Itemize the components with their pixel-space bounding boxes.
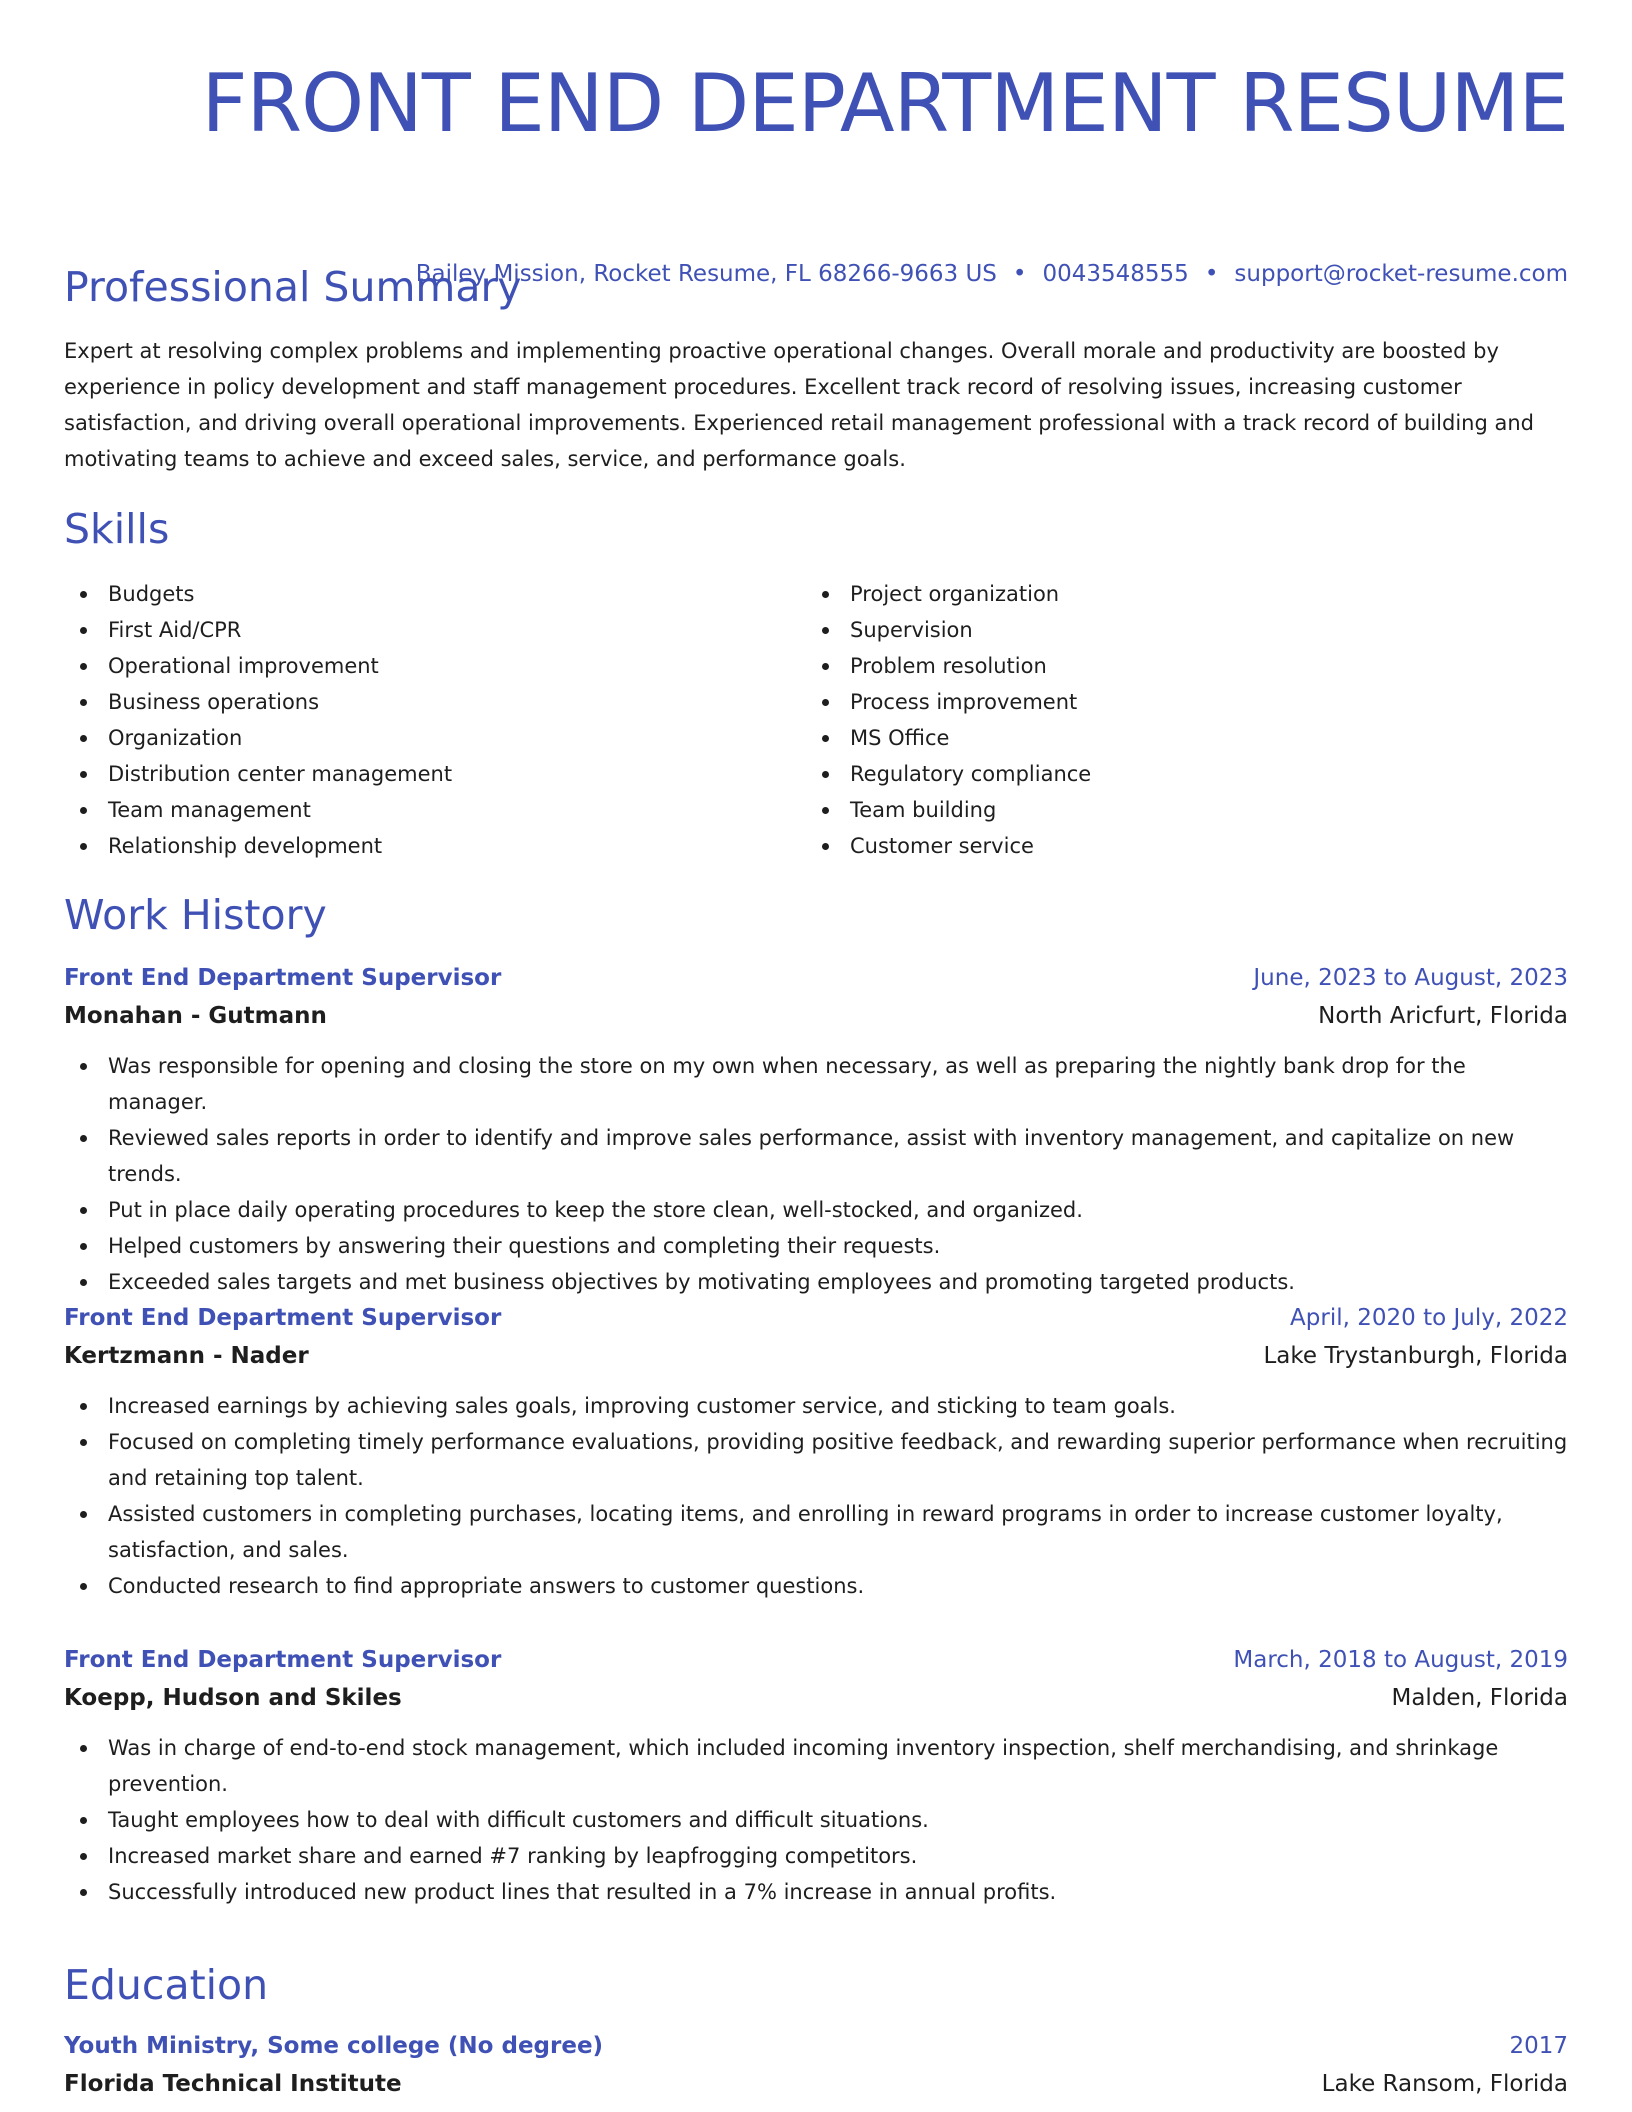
job-location: North Aricfurt, Florida	[1318, 1003, 1568, 1029]
skill-item: Problem resolution	[806, 648, 1548, 684]
job-dates: April, 2020 to July, 2022	[1290, 1305, 1568, 1331]
job-bullet: Put in place daily operating procedures to keep the store clean, well-stocked, and organized.	[64, 1192, 1568, 1228]
skill-item: Budgets	[64, 576, 806, 612]
education-heading: Education	[64, 1961, 269, 2009]
job-location: Malden, Florida	[1391, 1685, 1568, 1711]
summary-heading: Professional Summary	[64, 263, 522, 311]
summary-text: Expert at resolving complex problems and implementing proactive operational changes. Overall morale and productivity are boosted by experience in policy development and staff management procedures. Excellent track record of resolving issues, increasing customer satisfaction, and driving overall operational improvements. Experienced retail management professional with a track record of building and motivating teams to achieve and exceed sales, service, and performance goals.	[64, 339, 1534, 471]
skill-item: First Aid/CPR	[64, 612, 806, 648]
job-company: Monahan - Gutmann	[64, 1003, 327, 1029]
skill-item: Regulatory compliance	[806, 756, 1548, 792]
job-company: Koepp, Hudson and Skiles	[64, 1685, 402, 1711]
skill-item: Team building	[806, 792, 1548, 828]
contact-phone: 0043548555	[1042, 261, 1189, 287]
job-entry	[64, 1642, 1568, 1910]
job-company: Kertzmann - Nader	[64, 1343, 309, 1369]
job-bullet: Helped customers by answering their questions and completing their requests.	[64, 1228, 1568, 1264]
job-bullet: Successfully introduced new product lines that resulted in a 7% increase in annual profits.	[64, 1874, 1568, 1910]
skill-item: Supervision	[806, 612, 1548, 648]
job-bullet: Exceeded sales targets and met business objectives by motivating employees and promoting targeted products.	[64, 1264, 1568, 1300]
job-bullet: Focused on completing timely performance evaluations, providing positive feedback, and rewarding superior performance when recruiting and retaining top talent.	[64, 1424, 1568, 1496]
skills-column-right	[806, 576, 1548, 864]
skill-item: Team management	[64, 792, 806, 828]
skills-heading: Skills	[64, 505, 170, 553]
resume-title: FRONT END DEPARTMENT RESUME	[201, 57, 1568, 150]
job-bullet: Increased market share and earned #7 ranking by leapfrogging competitors.	[64, 1838, 1568, 1874]
work-history-heading: Work History	[64, 891, 327, 939]
job-dates: March, 2018 to August, 2019	[1233, 1647, 1568, 1673]
job-bullet: Taught employees how to deal with difficult customers and difficult situations.	[64, 1802, 1568, 1838]
skill-item: MS Office	[806, 720, 1548, 756]
contact-line	[416, 254, 1568, 294]
skill-item: Business operations	[64, 684, 806, 720]
skill-item: Project organization	[806, 576, 1548, 612]
job-bullet: Conducted research to find appropriate answers to customer questions.	[64, 1568, 1568, 1604]
contact-separator: •	[1012, 261, 1027, 287]
education-school: Florida Technical Institute	[64, 2071, 402, 2097]
skill-item: Relationship development	[64, 828, 806, 864]
skill-item: Customer service	[806, 828, 1548, 864]
skill-item: Operational improvement	[64, 648, 806, 684]
education-year: 2017	[1509, 2033, 1568, 2059]
job-bullet: Increased earnings by achieving sales goals, improving customer service, and sticking to team goals.	[64, 1388, 1568, 1424]
job-entry	[64, 960, 1568, 1300]
job-bullet: Was responsible for opening and closing the store on my own when necessary, as well as preparing the nightly bank drop for the manager.	[64, 1048, 1568, 1120]
skill-item: Process improvement	[806, 684, 1548, 720]
contact-email: support@rocket-resume.com	[1234, 261, 1568, 287]
job-title: Front End Department Supervisor	[64, 1647, 502, 1673]
job-bullets	[64, 1048, 1568, 1300]
skill-item: Organization	[64, 720, 806, 756]
job-title: Front End Department Supervisor	[64, 965, 502, 991]
skill-item: Distribution center management	[64, 756, 806, 792]
contact-separator: •	[1204, 261, 1219, 287]
job-dates: June, 2023 to August, 2023	[1253, 965, 1568, 991]
contact-address: Bailey Mission, Rocket Resume, FL 68266-9663 US	[415, 261, 997, 287]
job-title: Front End Department Supervisor	[64, 1305, 502, 1331]
skills-column-left	[64, 576, 806, 864]
job-bullets	[64, 1388, 1568, 1604]
job-bullet: Assisted customers in completing purchases, locating items, and enrolling in reward programs in order to increase customer loyalty, satisfaction, and sales.	[64, 1496, 1568, 1568]
education-entry	[64, 2028, 1568, 2104]
education-location: Lake Ransom, Florida	[1321, 2071, 1568, 2097]
education-degree: Youth Ministry, Some college (No degree)	[64, 2033, 604, 2059]
job-bullet: Reviewed sales reports in order to identify and improve sales performance, assist with inventory management, and capitalize on new trends.	[64, 1120, 1568, 1192]
job-bullet: Was in charge of end-to-end stock management, which included incoming inventory inspection, shelf merchandising, and shrinkage prevention.	[64, 1730, 1568, 1802]
job-bullets	[64, 1730, 1568, 1910]
job-entry	[64, 1300, 1568, 1604]
skills-list	[64, 576, 1568, 864]
job-location: Lake Trystanburgh, Florida	[1263, 1343, 1568, 1369]
